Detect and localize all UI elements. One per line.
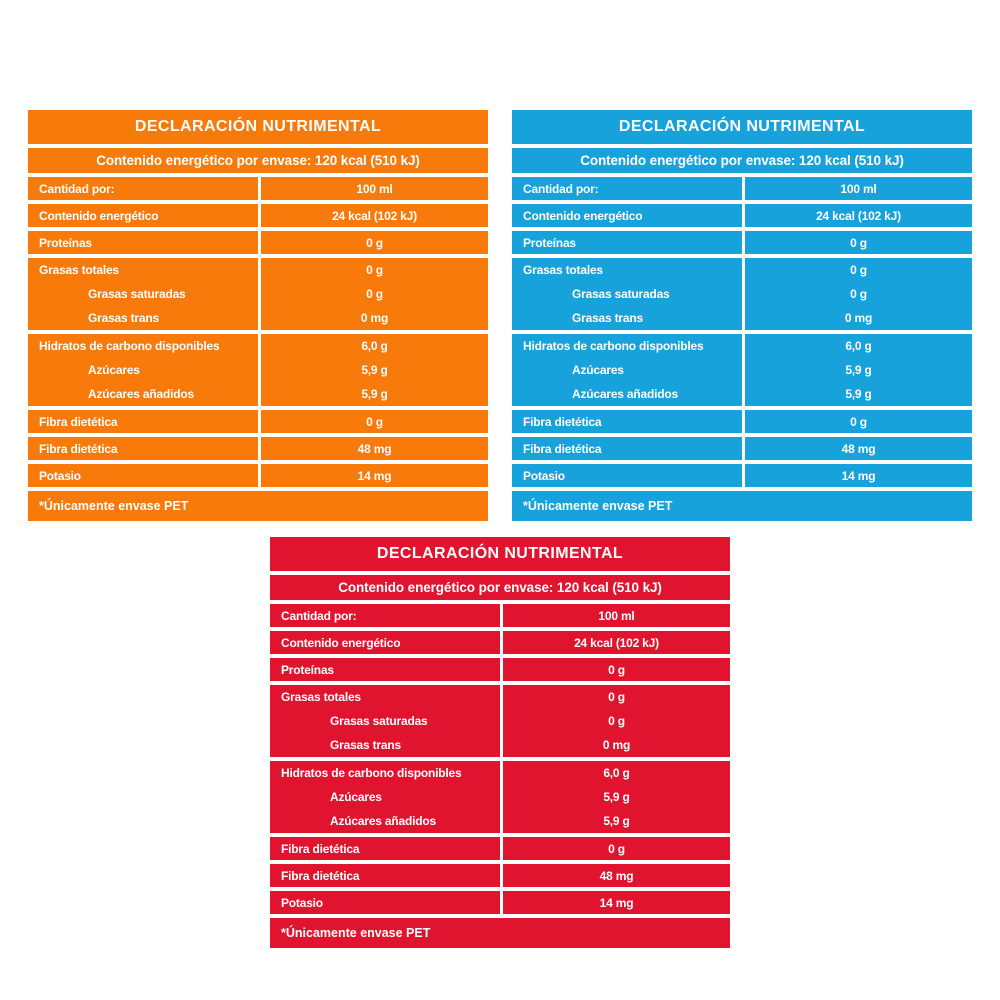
nutrient-value: 6,0 g xyxy=(845,339,872,353)
nutrition-table-blue xyxy=(512,110,972,521)
nutrient-group-values xyxy=(745,258,972,330)
nutrient-label: Proteínas xyxy=(512,231,742,254)
nutrient-label: Hidratos de carbono disponibles xyxy=(281,766,462,780)
nutrient-label: Azúcares xyxy=(572,363,624,377)
nutrient-group-row xyxy=(270,761,730,833)
nutrient-value: 100 ml xyxy=(503,604,730,627)
nutrient-row xyxy=(270,658,730,681)
nutrient-label: Fibra dietética xyxy=(512,437,742,460)
nutrient-group-row xyxy=(28,334,488,406)
nutrient-label: Azúcares añadidos xyxy=(572,387,678,401)
nutrient-label: Contenido energético xyxy=(28,204,258,227)
table-title: DECLARACIÓN NUTRIMENTAL xyxy=(270,537,730,571)
nutrient-group-values xyxy=(503,761,730,833)
nutrient-row xyxy=(28,437,488,460)
nutrient-label: Potasio xyxy=(270,891,500,914)
nutrient-label: Azúcares xyxy=(88,363,140,377)
nutrient-row xyxy=(270,891,730,914)
nutrient-label: Grasas trans xyxy=(330,738,401,752)
nutrient-row xyxy=(28,410,488,433)
nutrient-row xyxy=(512,410,972,433)
nutrient-group-values xyxy=(503,685,730,757)
nutrient-row xyxy=(270,631,730,654)
nutrient-value: 0 g xyxy=(261,410,488,433)
nutrient-value: 14 mg xyxy=(503,891,730,914)
nutrient-row xyxy=(28,464,488,487)
nutrient-value: 6,0 g xyxy=(603,766,630,780)
nutrient-row xyxy=(28,177,488,200)
nutrient-value: 24 kcal (102 kJ) xyxy=(503,631,730,654)
table-footnote: *Únicamente envase PET xyxy=(512,491,972,521)
nutrient-group-labels xyxy=(270,685,500,757)
nutrition-table-red xyxy=(270,537,730,948)
nutrient-value: 48 mg xyxy=(503,864,730,887)
nutrient-label: Grasas trans xyxy=(572,311,643,325)
nutrient-value: 24 kcal (102 kJ) xyxy=(745,204,972,227)
nutrient-label: Grasas saturadas xyxy=(572,287,670,301)
nutrient-row xyxy=(512,204,972,227)
nutrient-label: Proteínas xyxy=(270,658,500,681)
nutrient-value: 0 g xyxy=(261,231,488,254)
nutrient-label: Fibra dietética xyxy=(512,410,742,433)
nutrient-label: Proteínas xyxy=(28,231,258,254)
table-subtitle: Contenido energético por envase: 120 kcal (510 kJ) xyxy=(270,575,730,600)
nutrient-label: Potasio xyxy=(28,464,258,487)
nutrient-value: 0 g xyxy=(503,658,730,681)
nutrient-label: Grasas saturadas xyxy=(330,714,428,728)
nutrient-label: Fibra dietética xyxy=(28,410,258,433)
nutrient-row xyxy=(512,177,972,200)
nutrient-value: 48 mg xyxy=(261,437,488,460)
nutrient-label: Cantidad por: xyxy=(28,177,258,200)
nutrient-label: Hidratos de carbono disponibles xyxy=(523,339,704,353)
nutrient-label: Fibra dietética xyxy=(28,437,258,460)
nutrient-value: 0 mg xyxy=(360,311,389,325)
nutrient-label: Grasas trans xyxy=(88,311,159,325)
nutrient-value: 0 mg xyxy=(844,311,873,325)
nutrient-group-row xyxy=(512,334,972,406)
nutrient-label: Azúcares añadidos xyxy=(330,814,436,828)
nutrient-group-values xyxy=(745,334,972,406)
table-title: DECLARACIÓN NUTRIMENTAL xyxy=(28,110,488,144)
nutrient-value: 0 g xyxy=(608,690,625,704)
nutrient-value: 0 g xyxy=(366,287,383,301)
nutrient-value: 100 ml xyxy=(745,177,972,200)
nutrient-label: Grasas totales xyxy=(39,263,119,277)
nutrient-value: 6,0 g xyxy=(361,339,388,353)
nutrient-value: 0 g xyxy=(850,287,867,301)
nutrient-label: Grasas totales xyxy=(523,263,603,277)
nutrient-label: Fibra dietética xyxy=(270,864,500,887)
table-subtitle: Contenido energético por envase: 120 kcal (510 kJ) xyxy=(28,148,488,173)
nutrient-label: Grasas saturadas xyxy=(88,287,186,301)
nutrient-value: 0 g xyxy=(608,714,625,728)
nutrient-group-labels xyxy=(28,334,258,406)
nutrient-label: Contenido energético xyxy=(512,204,742,227)
nutrient-value: 0 g xyxy=(745,410,972,433)
nutrient-group-row xyxy=(28,258,488,330)
nutrient-value: 14 mg xyxy=(745,464,972,487)
nutrient-value: 5,9 g xyxy=(845,363,872,377)
nutrient-row xyxy=(512,231,972,254)
nutrient-group-labels xyxy=(512,258,742,330)
table-rows xyxy=(28,177,488,487)
nutrient-row xyxy=(270,864,730,887)
nutrient-value: 48 mg xyxy=(745,437,972,460)
table-rows xyxy=(512,177,972,487)
table-subtitle: Contenido energético por envase: 120 kcal (510 kJ) xyxy=(512,148,972,173)
nutrient-value: 5,9 g xyxy=(361,387,388,401)
nutrient-label: Potasio xyxy=(512,464,742,487)
nutrient-group-values xyxy=(261,334,488,406)
nutrient-value: 0 mg xyxy=(602,738,631,752)
nutrient-label: Fibra dietética xyxy=(270,837,500,860)
nutrient-label: Grasas totales xyxy=(281,690,361,704)
nutrient-label: Contenido energético xyxy=(270,631,500,654)
nutrient-value: 0 g xyxy=(850,263,867,277)
nutrient-row xyxy=(28,204,488,227)
nutrient-value: 5,9 g xyxy=(603,814,630,828)
nutrient-group-values xyxy=(261,258,488,330)
nutrient-label: Azúcares xyxy=(330,790,382,804)
nutrient-value: 24 kcal (102 kJ) xyxy=(261,204,488,227)
nutrient-group-row xyxy=(270,685,730,757)
nutrition-table-orange xyxy=(28,110,488,521)
nutrient-value: 0 g xyxy=(745,231,972,254)
nutrient-value: 0 g xyxy=(503,837,730,860)
table-rows xyxy=(270,604,730,914)
nutrient-row xyxy=(28,231,488,254)
nutrient-group-row xyxy=(512,258,972,330)
nutrient-value: 100 ml xyxy=(261,177,488,200)
nutrient-label: Azúcares añadidos xyxy=(88,387,194,401)
nutrient-value: 5,9 g xyxy=(845,387,872,401)
table-title: DECLARACIÓN NUTRIMENTAL xyxy=(512,110,972,144)
nutrient-group-labels xyxy=(28,258,258,330)
table-footnote: *Únicamente envase PET xyxy=(28,491,488,521)
nutrient-label: Hidratos de carbono disponibles xyxy=(39,339,220,353)
nutrient-row xyxy=(512,437,972,460)
nutrient-row xyxy=(512,464,972,487)
nutrient-value: 5,9 g xyxy=(361,363,388,377)
nutrient-group-labels xyxy=(270,761,500,833)
nutrient-label: Cantidad por: xyxy=(270,604,500,627)
nutrient-label: Cantidad por: xyxy=(512,177,742,200)
nutrient-value: 14 mg xyxy=(261,464,488,487)
nutrient-value: 0 g xyxy=(366,263,383,277)
nutrient-row xyxy=(270,837,730,860)
nutrient-group-labels xyxy=(512,334,742,406)
table-footnote: *Únicamente envase PET xyxy=(270,918,730,948)
nutrient-value: 5,9 g xyxy=(603,790,630,804)
nutrient-row xyxy=(270,604,730,627)
